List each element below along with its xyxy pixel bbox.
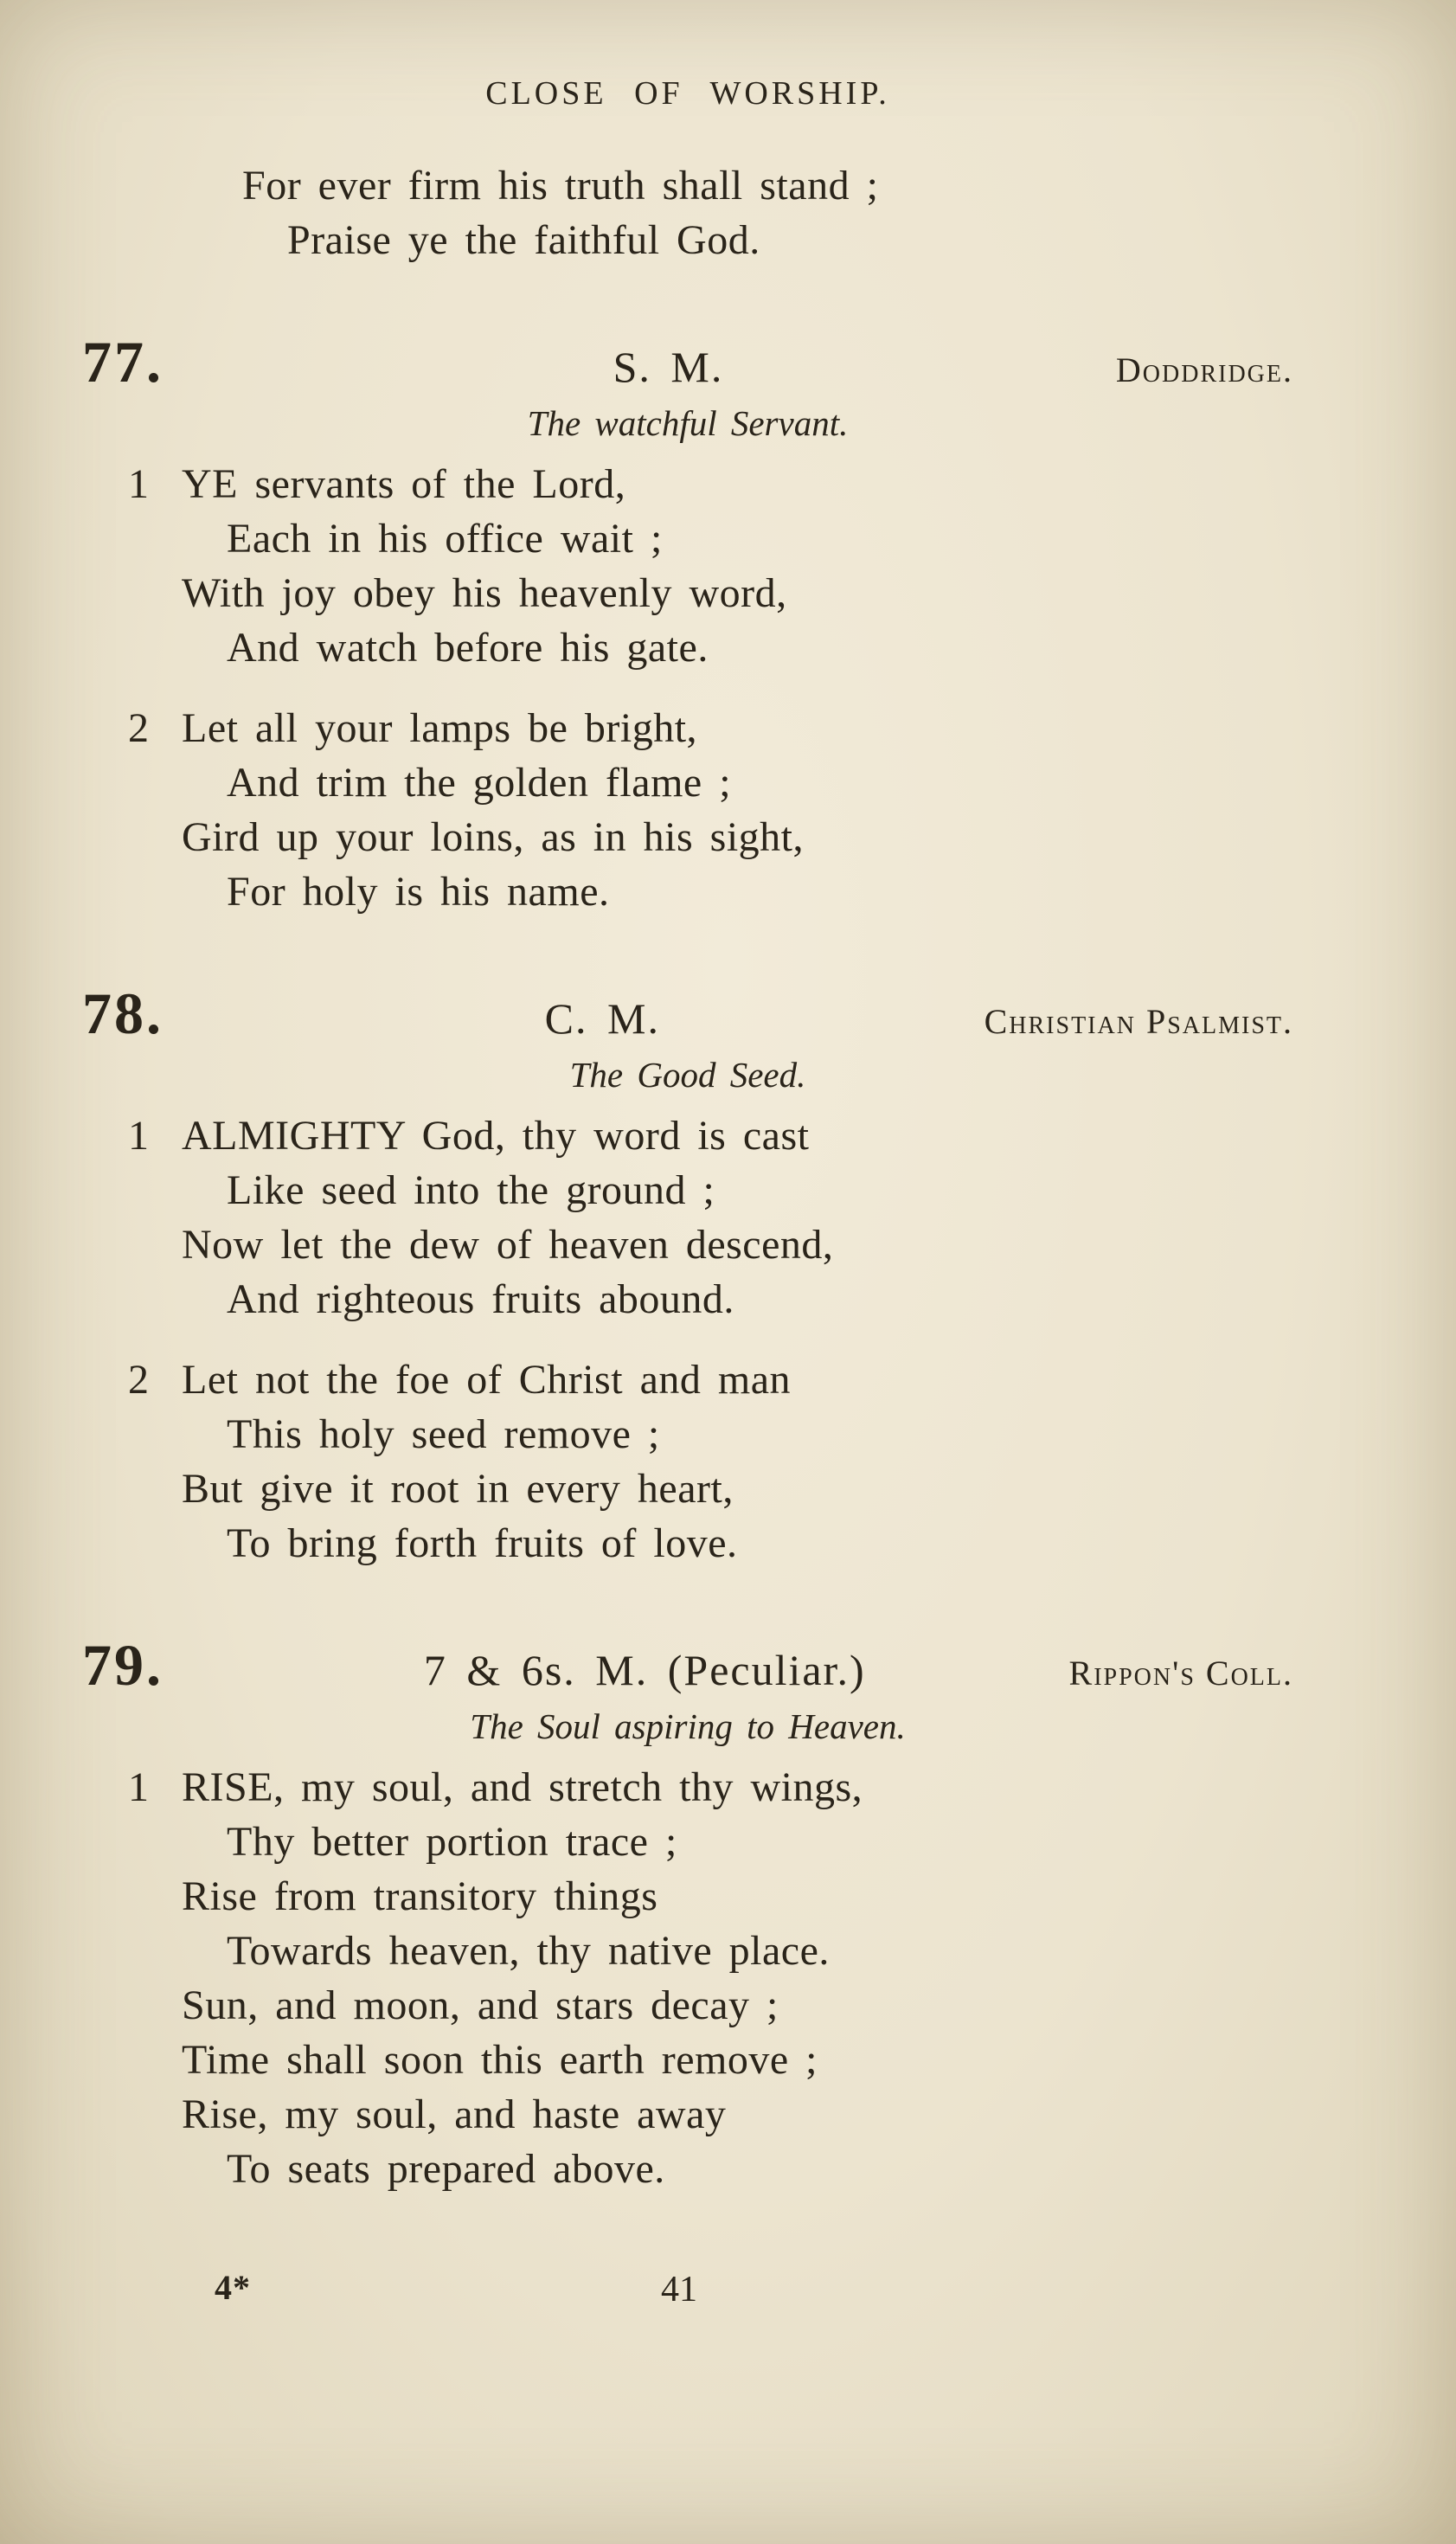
hymn-attribution: Doddridge. bbox=[1115, 350, 1293, 389]
verse bbox=[128, 1352, 1293, 1571]
verse-line: Like seed into the ground ; bbox=[227, 1167, 715, 1213]
verse-line: To bring forth fruits of love. bbox=[227, 1520, 738, 1566]
hymn-77 bbox=[82, 328, 1293, 919]
hymn-78 bbox=[82, 980, 1293, 1571]
verse bbox=[128, 457, 1293, 675]
page-number: 41 bbox=[661, 2270, 697, 2310]
page-content bbox=[82, 74, 1293, 2196]
hymn-79 bbox=[82, 1631, 1293, 2196]
verse-line: This holy seed remove ; bbox=[227, 1411, 660, 1457]
verse-line: Rise, my soul, and haste away bbox=[182, 2091, 727, 2137]
verse-line: Thy better portion trace ; bbox=[227, 1819, 677, 1865]
verse-line: ALMIGHTY God, thy word is cast bbox=[182, 1113, 810, 1159]
verse-number: 1 bbox=[128, 1764, 150, 1810]
verse-number: 2 bbox=[128, 1357, 150, 1403]
hymn-meter: C. M. bbox=[544, 994, 660, 1043]
verse-line: Praise ye the faithful God. bbox=[287, 217, 760, 263]
verse-line: For holy is his name. bbox=[227, 869, 610, 915]
verse bbox=[128, 1760, 1293, 2196]
hymn-header bbox=[82, 1631, 1293, 1699]
verse-number: 2 bbox=[128, 705, 150, 751]
hymn-title: The Good Seed. bbox=[569, 1055, 806, 1095]
running-head: CLOSE OF WORSHIP. bbox=[485, 75, 890, 112]
continuation-stanza bbox=[242, 158, 1293, 267]
hymn-title: The Soul aspiring to Heaven. bbox=[470, 1706, 906, 1746]
hymn-header bbox=[82, 328, 1293, 396]
verse-line: And trim the golden flame ; bbox=[227, 760, 732, 806]
verse-line: RISE, my soul, and stretch thy wings, bbox=[182, 1764, 863, 1810]
hymn-meter: S. M. bbox=[613, 343, 724, 391]
verse-line: And righteous fruits abound. bbox=[227, 1276, 734, 1322]
hymn-number: 77. bbox=[82, 329, 164, 395]
verse-line: Each in his office wait ; bbox=[227, 516, 663, 562]
verse-number: 1 bbox=[128, 1113, 150, 1159]
verse-line: Sun, and moon, and stars decay ; bbox=[182, 1982, 779, 2028]
verse-line: Let not the foe of Christ and man bbox=[182, 1357, 792, 1403]
verse-line: Rise from transitory things bbox=[182, 1873, 658, 1919]
verse-line: Let all your lamps be bright, bbox=[182, 705, 698, 751]
verse-line: YE servants of the Lord, bbox=[182, 461, 626, 507]
verse-line: To seats prepared above. bbox=[227, 2146, 665, 2192]
hymn-attribution: Rippon's Coll. bbox=[1068, 1654, 1293, 1693]
verse-line: But give it root in every heart, bbox=[182, 1466, 734, 1512]
hymn-header bbox=[82, 980, 1293, 1048]
verse-line: For ever firm his truth shall stand ; bbox=[242, 163, 879, 209]
verse bbox=[128, 701, 1293, 919]
hymn-number: 79. bbox=[82, 1632, 164, 1698]
hymn-attribution: Christian Psalmist. bbox=[984, 1002, 1293, 1041]
hymn-number: 78. bbox=[82, 980, 164, 1046]
hymn-meter: 7 & 6s. M. (Peculiar.) bbox=[423, 1646, 866, 1694]
verse-line: Towards heaven, thy native place. bbox=[227, 1928, 830, 1974]
verse-number: 1 bbox=[128, 461, 150, 507]
verse-line: And watch before his gate. bbox=[227, 625, 709, 671]
verse-line: Now let the dew of heaven descend, bbox=[182, 1222, 834, 1268]
verse-line: Time shall soon this earth remove ; bbox=[182, 2037, 818, 2083]
signature-mark: 4* bbox=[215, 2268, 251, 2307]
verse-line: Gird up your loins, as in his sight, bbox=[182, 814, 805, 860]
verse bbox=[128, 1108, 1293, 1327]
verse-line: With joy obey his heavenly word, bbox=[182, 570, 787, 616]
hymn-title: The watchful Servant. bbox=[527, 403, 849, 443]
